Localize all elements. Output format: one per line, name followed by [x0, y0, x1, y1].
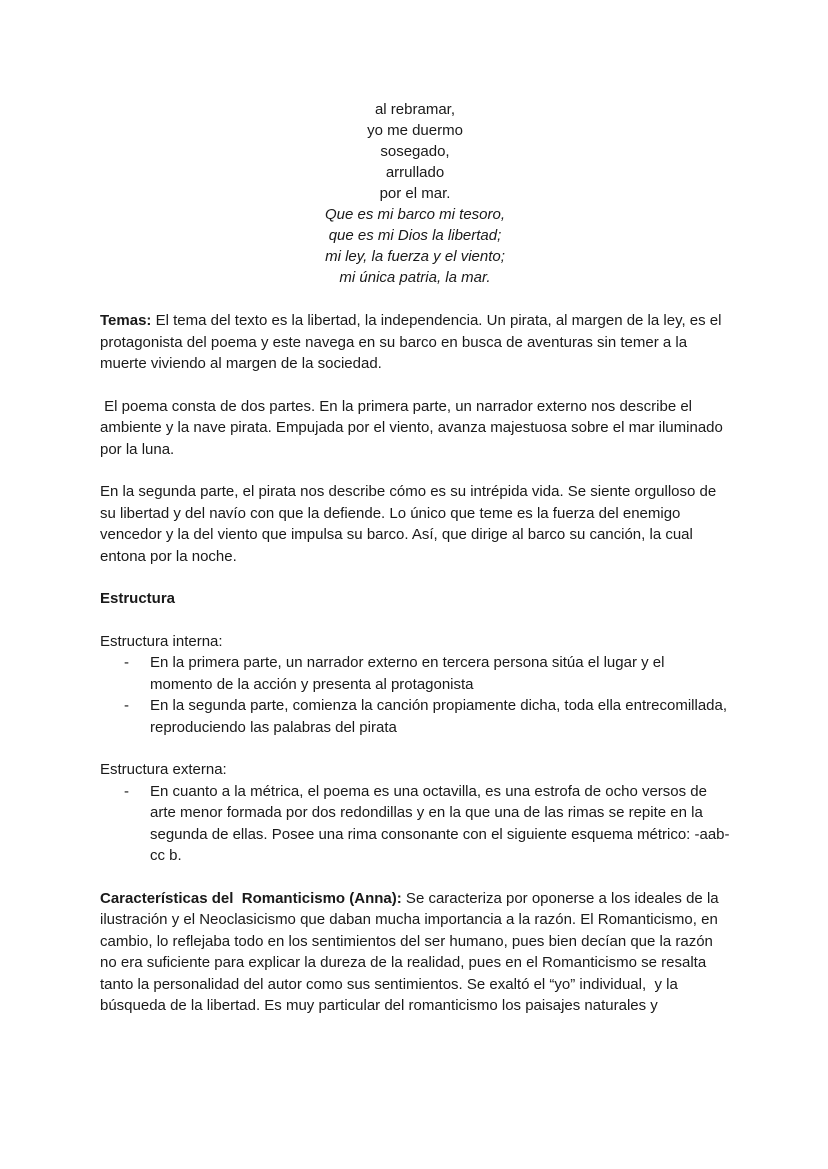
poem-line-italic: que es mi Dios la libertad; [328, 227, 502, 244]
estructura-externa-list [100, 781, 730, 867]
poem-line: yo me duermo [367, 122, 463, 139]
temas-text: El tema del texto es la libertad, la independencia. Un pirata, al margen de la ley, es el protagonista del poema y este navega en su barco en busca de aventuras sin temer a la muerte viviendo al margen de la sociedad. [100, 312, 722, 372]
estructura-interna-label: Estructura interna: [100, 632, 223, 650]
document-page [100, 99, 730, 1017]
romanticismo-paragraph [100, 888, 730, 1017]
list-item [100, 652, 730, 695]
estructura-interna-list [100, 652, 730, 738]
dash-bullet: - [124, 782, 129, 800]
estructura-externa-label: Estructura externa: [100, 761, 227, 778]
romanticismo-text: Se caracteriza por oponerse a los ideales de la ilustración y el Neoclasicismo que daban mucha importancia a la razón. El Romanticismo, en cambio, lo reflejaba todo en los sentimientos del ser humano, pues bien decían que la razón no era suficiente para explicar la dureza de la realidad, pues en el Romanticismo se resalta tanto la personalidad del autor como sus sentimientos. Se exaltó el “yo” individual, y la búsqueda de la libertad. Es muy particular del romanticismo los paisajes naturales y [100, 889, 723, 1014]
list-item-text: En cuanto a la métrica, el poema es una octavilla, es una estrofa de ocho versos de arte menor formada por dos redondillas y en la que una de las rimas se repite en la segunda de ellas. Posee una rima consonante con el siguiente esquema métrico: -aab-cc b. [150, 782, 730, 864]
dash-bullet: - [124, 654, 129, 671]
poem-excerpt [100, 99, 730, 288]
estructura-heading [100, 588, 730, 610]
list-item-text: En la primera parte, un narrador externo en tercera persona sitúa el lugar y el momento de la acción y presenta al protagonista [150, 654, 665, 693]
poem-line-italic: mi ley, la fuerza y el viento; [325, 248, 505, 265]
poem-line: sosegado, [380, 143, 450, 160]
temas-label: Temas: [100, 312, 152, 329]
poem-line: por el mar. [379, 185, 451, 202]
poem-line-italic: mi única patria, la mar. [339, 269, 491, 286]
second-part-paragraph: En la segunda parte, el pirata nos describe cómo es su intrépida vida. Se siente orgulloso de su libertad y del navío con que la defiende. Lo único que teme es la fuerza del enemigo vencedor y la del viento que impulsa su barco. Así, que dirige al barco su canción, la cual entona por la noche. [100, 483, 717, 565]
list-item [100, 781, 730, 867]
poem-line: al rebramar, [374, 101, 456, 118]
list-item-text: En la segunda parte, comienza la canción propiamente dicha, toda ella entrecomillada, reproduciendo las palabras del pirata [150, 697, 728, 736]
temas-paragraph [100, 310, 730, 375]
dash-bullet: - [124, 697, 129, 714]
romanticismo-label: Características del Romanticismo (Anna): [100, 889, 402, 907]
poem-line: arrullado [385, 164, 445, 181]
parts-paragraph: El poema consta de dos partes. En la primera parte, un narrador externo nos describe el ambiente y la nave pirata. Empujada por el viento, avanza majestuosa sobre el mar iluminado por la luna. [100, 397, 728, 458]
estructura-heading-text: Estructura [100, 590, 176, 607]
list-item [100, 695, 730, 738]
poem-line-italic: Que es mi barco mi tesoro, [324, 206, 506, 223]
